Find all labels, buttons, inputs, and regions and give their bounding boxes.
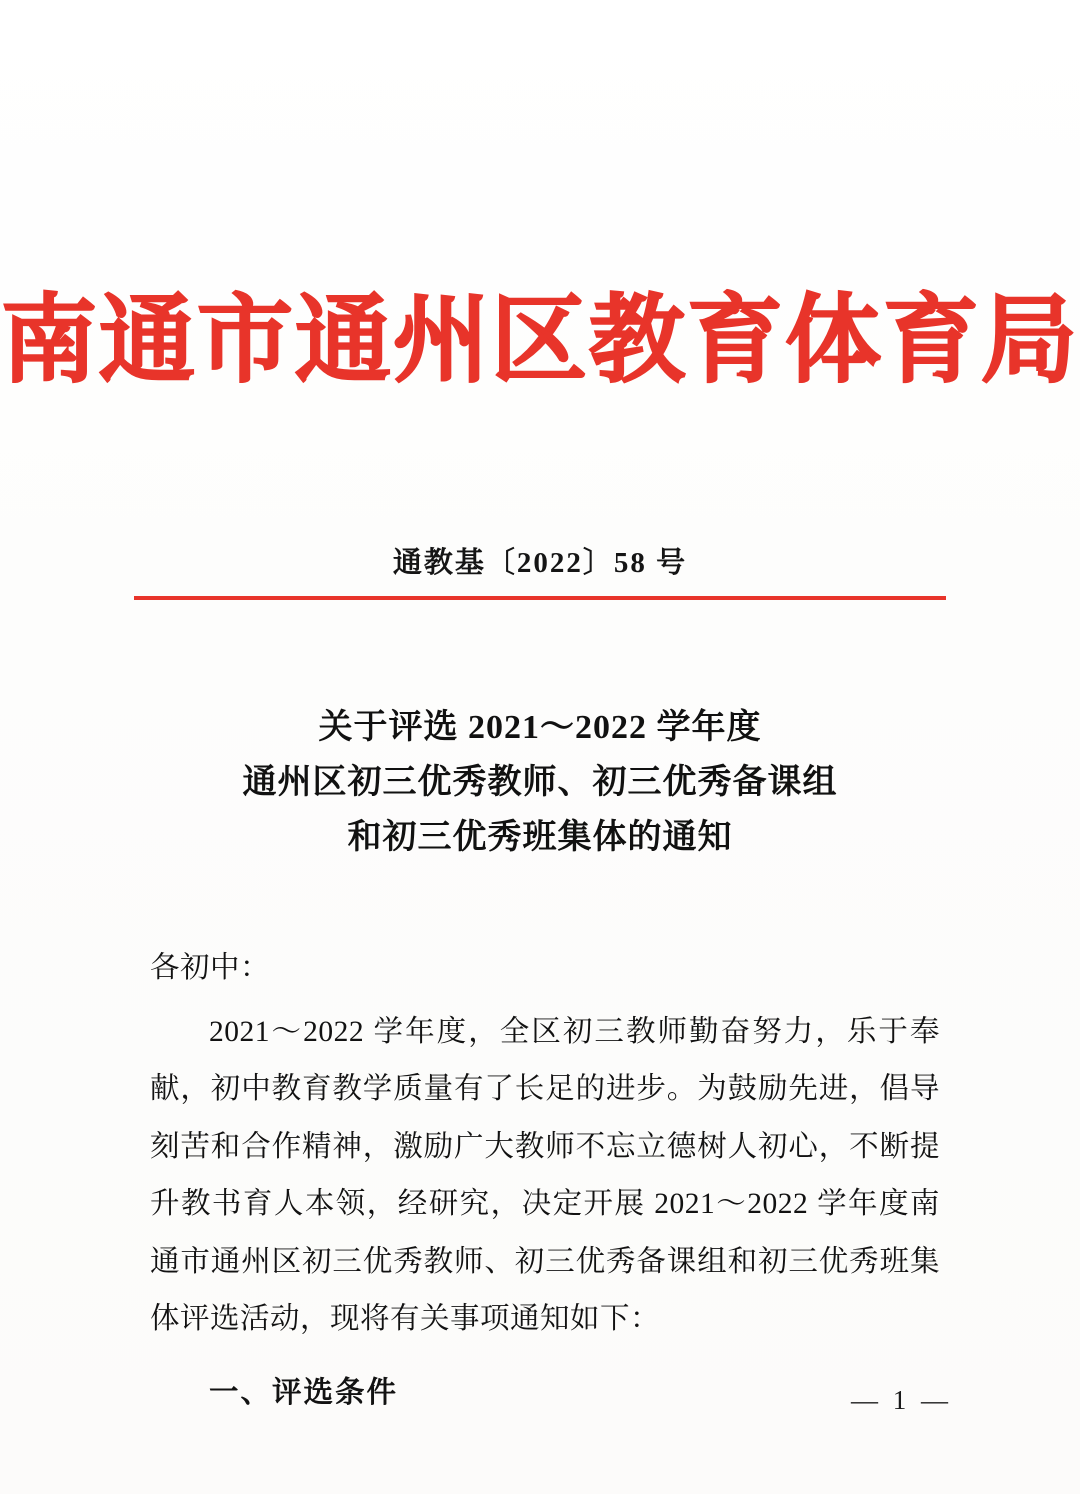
title-line-3: 和初三优秀班集体的通知: [347, 819, 733, 857]
body-paragraph-1: 2021～2022 学年度，全区初三教师勤奋努力，乐于奉献，初中教育教学质量有了长足的进步。为鼓励先进，倡导刻苦和合作精神，激励广大教师不忘立德树人初心，不断提升教书育人本领，经研究，决定开展 2021～2022 学年度南通市通州区初三优秀教师、初三优秀备课组和初三优秀班集体评选活动，现将有关事项通知如下：: [150, 1015, 940, 1336]
red-horizontal-rule: [134, 596, 946, 600]
document-body: [150, 940, 940, 1422]
page-number: — 1 —: [851, 1385, 952, 1415]
section-heading-1: 一、评选条件: [209, 1376, 399, 1409]
title-line-1: 关于评选 2021～2022 学年度: [318, 709, 762, 746]
salutation: 各初中：: [150, 952, 271, 984]
title-line-2: 通州区初三优秀教师、初三优秀备课组: [242, 764, 838, 802]
issuing-authority-masthead: 南通市通州区教育体育局: [1, 287, 1079, 394]
document-number: 通教基〔2022〕58 号: [392, 547, 688, 579]
document-title: [140, 700, 940, 865]
